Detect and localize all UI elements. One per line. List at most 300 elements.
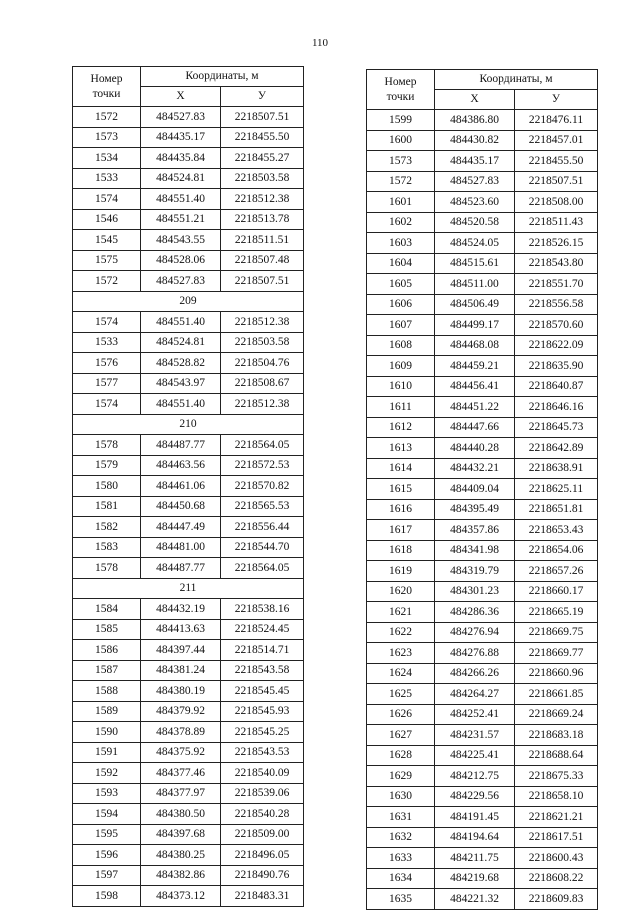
table-row [367,602,598,623]
point-header-line1: Номер [90,72,123,85]
x-coordinate-cell: 484380.25 [141,845,221,866]
x-coordinate-cell: 484379.92 [141,701,221,722]
table-row [367,684,598,705]
table-row [73,476,304,497]
y-coordinate-cell: 2218570.60 [515,315,598,336]
point-number-cell: 1583 [73,537,141,558]
table-row [367,294,598,315]
point-number-cell: 1573 [73,127,141,148]
table-row [367,253,598,274]
x-coordinate-cell: 484527.83 [141,107,221,128]
table-row [367,171,598,192]
x-coordinate-cell: 484543.55 [141,230,221,251]
point-number-cell: 1587 [73,660,141,681]
x-coordinate-cell: 484527.83 [435,171,515,192]
x-coordinate-cell: 484435.84 [141,148,221,169]
x-coordinate-cell: 484225.41 [435,745,515,766]
table-row [367,643,598,664]
point-number-cell: 1599 [367,110,435,131]
x-coordinate-cell: 484450.68 [141,496,221,517]
table-row [73,845,304,866]
table-row [73,640,304,661]
table-row [73,168,304,189]
point-number-cell: 1590 [73,722,141,743]
table-row [367,807,598,828]
table-row [73,496,304,517]
point-number-cell: 1573 [367,151,435,172]
y-coordinate-cell: 2218507.51 [221,271,304,292]
y-coordinate-cell: 2218512.38 [221,189,304,210]
table-row [367,663,598,684]
coordinates-table-right [366,69,598,910]
table-row [73,148,304,169]
table-row [367,458,598,479]
section-label: 209 [73,291,304,312]
point-number-cell: 1533 [73,168,141,189]
y-coordinate-cell: 2218638.91 [515,458,598,479]
y-coordinate-cell: 2218642.89 [515,438,598,459]
y-coordinate-cell: 2218600.43 [515,848,598,869]
x-coordinate-cell: 484211.75 [435,848,515,869]
y-coordinate-cell: 2218514.71 [221,640,304,661]
table-row [73,394,304,415]
y-coordinate-cell: 2218654.06 [515,540,598,561]
table-row [367,725,598,746]
y-coordinate-cell: 2218658.10 [515,786,598,807]
point-number-cell: 1572 [73,271,141,292]
table-row [367,335,598,356]
point-number-cell: 1604 [367,253,435,274]
table-row [73,804,304,825]
point-number-cell: 1601 [367,192,435,213]
table-row [367,130,598,151]
point-number-cell: 1572 [73,107,141,128]
y-coordinate-cell: 2218621.21 [515,807,598,828]
y-coordinate-cell: 2218476.11 [515,110,598,131]
table-row [73,619,304,640]
coordinates-header: Координаты, м [141,67,304,87]
y-coordinate-cell: 2218565.53 [221,496,304,517]
point-header-line2: точки [92,87,121,100]
table-row [367,151,598,172]
x-coordinate-cell: 484341.98 [435,540,515,561]
y-coordinate-cell: 2218645.73 [515,417,598,438]
table-row [367,376,598,397]
table-row [367,848,598,869]
point-number-cell: 1579 [73,455,141,476]
table-row [367,540,598,561]
point-number-cell: 1584 [73,599,141,620]
point-number-header [73,67,141,107]
y-coordinate-cell: 2218509.00 [221,824,304,845]
y-coordinate-cell: 2218651.81 [515,499,598,520]
point-number-cell: 1597 [73,865,141,886]
y-coordinate-cell: 2218640.87 [515,376,598,397]
x-coordinate-cell: 484386.80 [435,110,515,131]
x-coordinate-cell: 484524.81 [141,168,221,189]
y-coordinate-cell: 2218543.80 [515,253,598,274]
section-label: 211 [73,578,304,599]
x-coordinate-cell: 484276.88 [435,643,515,664]
table-row [367,561,598,582]
point-number-cell: 1582 [73,517,141,538]
x-column-header: X [435,90,515,110]
table-row [73,722,304,743]
point-number-cell: 1613 [367,438,435,459]
point-number-cell: 1631 [367,807,435,828]
x-coordinate-cell: 484432.19 [141,599,221,620]
point-number-cell: 1605 [367,274,435,295]
table-row [367,356,598,377]
x-coordinate-cell: 484395.49 [435,499,515,520]
y-coordinate-cell: 2218507.48 [221,250,304,271]
point-number-cell: 1576 [73,353,141,374]
point-number-cell: 1608 [367,335,435,356]
y-coordinate-cell: 2218511.51 [221,230,304,251]
y-coordinate-cell: 2218543.53 [221,742,304,763]
y-coordinate-cell: 2218455.27 [221,148,304,169]
table-row [367,110,598,131]
x-coordinate-cell: 484487.77 [141,558,221,579]
x-coordinate-cell: 484397.68 [141,824,221,845]
x-coordinate-cell: 484440.28 [435,438,515,459]
x-coordinate-cell: 484413.63 [141,619,221,640]
table-row [367,212,598,233]
y-coordinate-cell: 2218635.90 [515,356,598,377]
x-coordinate-cell: 484380.19 [141,681,221,702]
y-coordinate-cell: 2218457.01 [515,130,598,151]
table-row [73,189,304,210]
x-coordinate-cell: 484229.56 [435,786,515,807]
x-coordinate-cell: 484264.27 [435,684,515,705]
y-coordinate-cell: 2218653.43 [515,520,598,541]
table-row [73,763,304,784]
x-coordinate-cell: 484459.21 [435,356,515,377]
table-row [73,886,304,907]
point-number-cell: 1606 [367,294,435,315]
point-header-line2: точки [386,90,415,103]
y-coordinate-cell: 2218544.70 [221,537,304,558]
y-coordinate-cell: 2218683.18 [515,725,598,746]
table-row [73,701,304,722]
y-coordinate-cell: 2218508.00 [515,192,598,213]
point-number-cell: 1609 [367,356,435,377]
x-coordinate-cell: 484515.61 [435,253,515,274]
table-row [73,209,304,230]
table-row [367,499,598,520]
y-coordinate-cell: 2218496.05 [221,845,304,866]
point-number-cell: 1623 [367,643,435,664]
coordinates-header: Координаты, м [435,70,598,90]
x-coordinate-cell: 484523.60 [435,192,515,213]
x-coordinate-cell: 484377.97 [141,783,221,804]
point-number-cell: 1591 [73,742,141,763]
point-number-cell: 1615 [367,479,435,500]
y-coordinate-cell: 2218564.05 [221,435,304,456]
section-row [73,578,304,599]
point-number-cell: 1592 [73,763,141,784]
point-number-cell: 1612 [367,417,435,438]
point-number-cell: 1596 [73,845,141,866]
table-row [73,783,304,804]
x-column-header: X [141,87,221,107]
x-coordinate-cell: 484430.82 [435,130,515,151]
table-row [367,192,598,213]
x-coordinate-cell: 484397.44 [141,640,221,661]
y-coordinate-cell: 2218646.16 [515,397,598,418]
point-number-cell: 1574 [73,394,141,415]
y-coordinate-cell: 2218657.26 [515,561,598,582]
table-row [73,558,304,579]
x-coordinate-cell: 484511.00 [435,274,515,295]
x-coordinate-cell: 484463.56 [141,455,221,476]
table-row [73,742,304,763]
table-row [367,233,598,254]
table-row [367,766,598,787]
table-row [73,660,304,681]
y-coordinate-cell: 2218625.11 [515,479,598,500]
x-coordinate-cell: 484432.21 [435,458,515,479]
y-coordinate-cell: 2218512.38 [221,394,304,415]
table-row [73,230,304,251]
x-coordinate-cell: 484276.94 [435,622,515,643]
point-number-cell: 1628 [367,745,435,766]
y-coordinate-cell: 2218526.15 [515,233,598,254]
x-coordinate-cell: 484409.04 [435,479,515,500]
point-number-cell: 1575 [73,250,141,271]
x-coordinate-cell: 484301.23 [435,581,515,602]
x-coordinate-cell: 484451.22 [435,397,515,418]
point-number-cell: 1574 [73,312,141,333]
x-coordinate-cell: 484191.45 [435,807,515,828]
point-number-cell: 1602 [367,212,435,233]
coordinates-table-left [72,66,304,907]
point-number-cell: 1594 [73,804,141,825]
point-number-cell: 1621 [367,602,435,623]
y-coordinate-cell: 2218669.24 [515,704,598,725]
table-row [367,438,598,459]
x-coordinate-cell: 484219.68 [435,868,515,889]
y-coordinate-cell: 2218455.50 [515,151,598,172]
point-number-cell: 1626 [367,704,435,725]
x-coordinate-cell: 484506.49 [435,294,515,315]
table-row [367,581,598,602]
point-number-header [367,70,435,110]
point-number-cell: 1534 [73,148,141,169]
table-row [73,332,304,353]
table-row [367,786,598,807]
point-number-cell: 1622 [367,622,435,643]
point-number-cell: 1580 [73,476,141,497]
x-coordinate-cell: 484499.17 [435,315,515,336]
y-coordinate-cell: 2218538.16 [221,599,304,620]
table-row [73,312,304,333]
point-number-cell: 1578 [73,558,141,579]
table-row [367,274,598,295]
y-coordinate-cell: 2218507.51 [515,171,598,192]
y-coordinate-cell: 2218455.50 [221,127,304,148]
table-row [367,745,598,766]
table-row [73,681,304,702]
table-row [367,479,598,500]
point-number-cell: 1627 [367,725,435,746]
x-coordinate-cell: 484435.17 [435,151,515,172]
table-row [73,599,304,620]
point-header-line1: Номер [384,75,417,88]
y-coordinate-cell: 2218490.76 [221,865,304,886]
table-row [73,353,304,374]
x-coordinate-cell: 484468.08 [435,335,515,356]
point-number-cell: 1533 [73,332,141,353]
point-number-cell: 1624 [367,663,435,684]
y-coordinate-cell: 2218556.44 [221,517,304,538]
x-coordinate-cell: 484381.24 [141,660,221,681]
y-coordinate-cell: 2218511.43 [515,212,598,233]
y-coordinate-cell: 2218545.25 [221,722,304,743]
table-body [73,107,304,907]
x-coordinate-cell: 484487.77 [141,435,221,456]
point-number-cell: 1585 [73,619,141,640]
x-coordinate-cell: 484520.58 [435,212,515,233]
point-number-cell: 1586 [73,640,141,661]
point-number-cell: 1577 [73,373,141,394]
point-number-cell: 1593 [73,783,141,804]
table-row [367,889,598,910]
x-coordinate-cell: 484286.36 [435,602,515,623]
x-coordinate-cell: 484456.41 [435,376,515,397]
y-coordinate-cell: 2218665.19 [515,602,598,623]
table-row [367,622,598,643]
y-coordinate-cell: 2218608.22 [515,868,598,889]
y-column-header: У [221,87,304,107]
y-coordinate-cell: 2218622.09 [515,335,598,356]
point-number-cell: 1595 [73,824,141,845]
x-coordinate-cell: 484373.12 [141,886,221,907]
point-number-cell: 1603 [367,233,435,254]
point-number-cell: 1578 [73,435,141,456]
x-coordinate-cell: 484528.06 [141,250,221,271]
y-coordinate-cell: 2218572.53 [221,455,304,476]
point-number-cell: 1614 [367,458,435,479]
point-number-cell: 1546 [73,209,141,230]
point-number-cell: 1589 [73,701,141,722]
table-row [73,517,304,538]
point-number-cell: 1630 [367,786,435,807]
x-coordinate-cell: 484221.32 [435,889,515,910]
table-row [367,704,598,725]
x-coordinate-cell: 484528.82 [141,353,221,374]
x-coordinate-cell: 484252.41 [435,704,515,725]
y-coordinate-cell: 2218545.93 [221,701,304,722]
y-coordinate-cell: 2218507.51 [221,107,304,128]
point-number-cell: 1617 [367,520,435,541]
x-coordinate-cell: 484447.66 [435,417,515,438]
table-row [73,127,304,148]
y-coordinate-cell: 2218551.70 [515,274,598,295]
y-column-header: У [515,90,598,110]
y-coordinate-cell: 2218540.09 [221,763,304,784]
point-number-cell: 1635 [367,889,435,910]
table-row [73,455,304,476]
point-number-cell: 1610 [367,376,435,397]
section-row [73,414,304,435]
page-number: 110 [311,37,329,49]
y-coordinate-cell: 2218688.64 [515,745,598,766]
x-coordinate-cell: 484461.06 [141,476,221,497]
y-coordinate-cell: 2218617.51 [515,827,598,848]
x-coordinate-cell: 484481.00 [141,537,221,558]
point-number-cell: 1598 [73,886,141,907]
point-number-cell: 1574 [73,189,141,210]
section-row [73,291,304,312]
x-coordinate-cell: 484527.83 [141,271,221,292]
y-coordinate-cell: 2218669.77 [515,643,598,664]
section-label: 210 [73,414,304,435]
x-coordinate-cell: 484543.97 [141,373,221,394]
point-number-cell: 1620 [367,581,435,602]
y-coordinate-cell: 2218508.67 [221,373,304,394]
y-coordinate-cell: 2218570.82 [221,476,304,497]
x-coordinate-cell: 484551.40 [141,312,221,333]
y-coordinate-cell: 2218669.75 [515,622,598,643]
y-coordinate-cell: 2218660.17 [515,581,598,602]
table-row [73,435,304,456]
y-coordinate-cell: 2218513.78 [221,209,304,230]
table-row [73,373,304,394]
table-row [73,271,304,292]
y-coordinate-cell: 2218483.31 [221,886,304,907]
table-row [73,824,304,845]
y-coordinate-cell: 2218540.28 [221,804,304,825]
y-coordinate-cell: 2218504.76 [221,353,304,374]
x-coordinate-cell: 484551.21 [141,209,221,230]
point-number-cell: 1600 [367,130,435,151]
x-coordinate-cell: 484212.75 [435,766,515,787]
x-coordinate-cell: 484375.92 [141,742,221,763]
x-coordinate-cell: 484357.86 [435,520,515,541]
x-coordinate-cell: 484551.40 [141,189,221,210]
y-coordinate-cell: 2218660.96 [515,663,598,684]
table-row [73,107,304,128]
table-row [367,827,598,848]
y-coordinate-cell: 2218545.45 [221,681,304,702]
point-number-cell: 1634 [367,868,435,889]
point-number-cell: 1625 [367,684,435,705]
y-coordinate-cell: 2218503.58 [221,168,304,189]
table-row [367,868,598,889]
point-number-cell: 1607 [367,315,435,336]
point-number-cell: 1611 [367,397,435,418]
y-coordinate-cell: 2218524.45 [221,619,304,640]
table-row [73,865,304,886]
point-number-cell: 1581 [73,496,141,517]
x-coordinate-cell: 484435.17 [141,127,221,148]
y-coordinate-cell: 2218503.58 [221,332,304,353]
table-row [367,417,598,438]
x-coordinate-cell: 484447.49 [141,517,221,538]
y-coordinate-cell: 2218675.33 [515,766,598,787]
table-row [367,520,598,541]
x-coordinate-cell: 484377.46 [141,763,221,784]
point-number-cell: 1633 [367,848,435,869]
x-coordinate-cell: 484378.89 [141,722,221,743]
point-number-cell: 1588 [73,681,141,702]
x-coordinate-cell: 484524.81 [141,332,221,353]
table-body [367,110,598,910]
x-coordinate-cell: 484382.86 [141,865,221,886]
table-row [367,315,598,336]
point-number-cell: 1629 [367,766,435,787]
